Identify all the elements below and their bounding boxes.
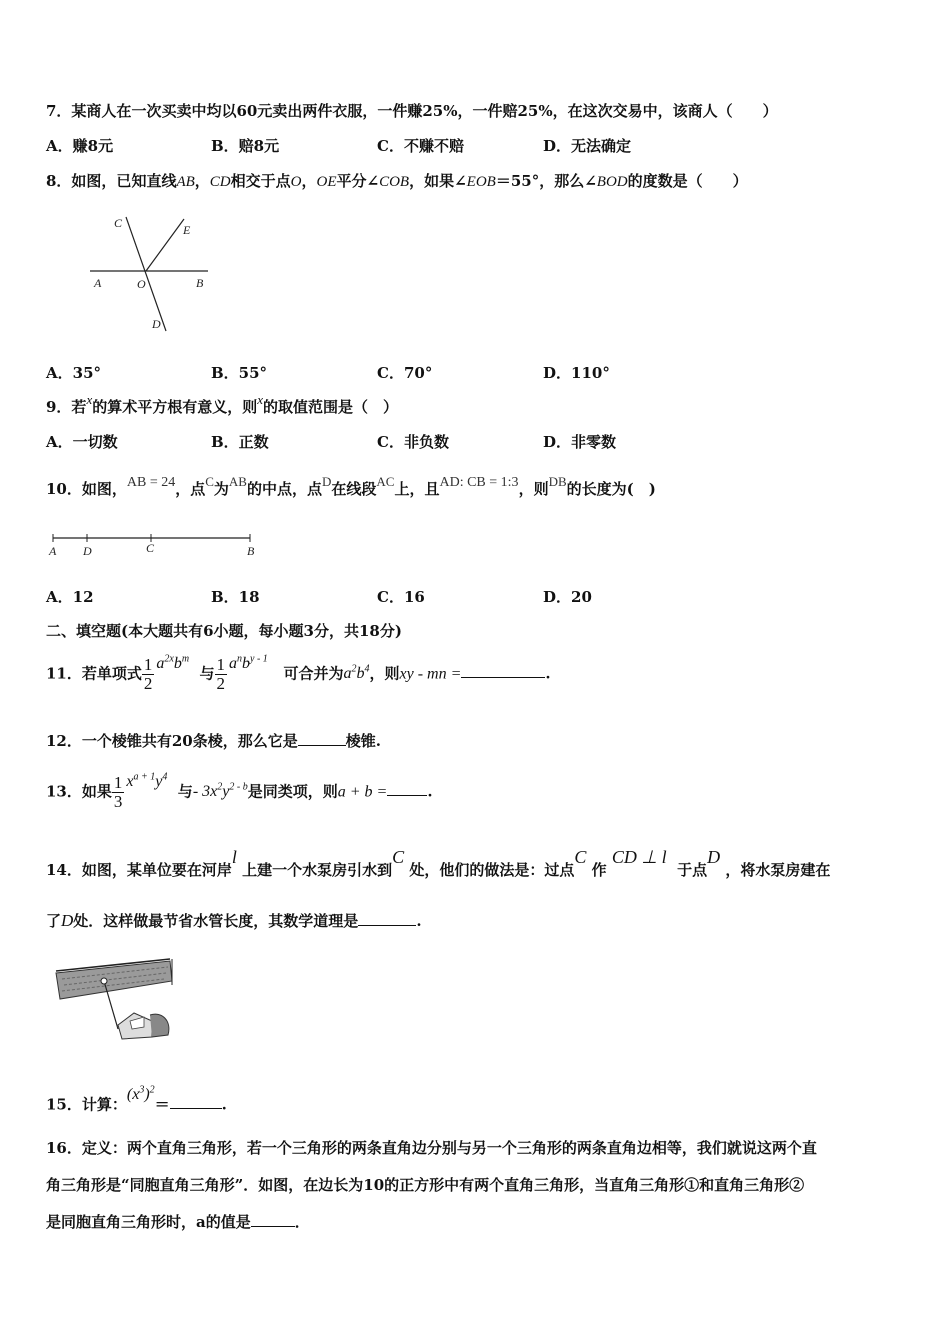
ray-oe [146,219,184,271]
answer-blank[interactable] [298,731,346,746]
question-10: 10．如图，AB = 24，点C为AB的中点，点D在线段AC上，且AD: CB = 1:3，则DB的长度为( ) [46,474,656,498]
question-15: 15．计算：$(x^3)^2=$ . [46,1085,227,1114]
question-9: 9．若x的算术平方根有意义，则x的取值范围是（ ） [46,392,399,416]
section-2-heading: 二、填空题(本大题共有6小题，每小题3分，共18分) [46,622,402,640]
label-b: B [196,276,204,290]
label-o: O [137,277,146,291]
answer-blank[interactable] [170,1094,222,1109]
q10-option-a: A．12 [46,588,94,606]
question-7-text: 7．某商人在一次买卖中均以60元卖出两件衣服，一件赚25%，一件赔25%，在这次交易中，该商人（ ） [46,102,778,120]
label-b: B [247,544,255,558]
question-14-line-2: 了D处．这样做最节省水管长度，其数学道理是 . [46,911,422,930]
q10-option-c: C．16 [377,588,425,606]
q9-option-b: B．正数 [211,433,269,451]
river-bank [56,961,172,999]
q8-option-a: A．35° [46,364,102,382]
q7-option-a: A．赚8元 [46,137,114,155]
fraction: $\frac{1}{2}$ [143,654,153,693]
label-d: D [152,317,161,331]
label-d: D [83,544,92,558]
question-16-line-2: 角三角形是“同胞直角三角形”．如图，在边长为10的正方形中有两个直角三角形，当直角三角形①和直角三角形② [46,1176,805,1194]
answer-blank[interactable] [251,1212,295,1227]
question-8: 8．如图，已知直线AB，CD相交于点O，OE平分∠COB，如果∠EOB＝55°，那么∠BOD的度数是（ ） [46,172,748,190]
question-13: 13．如果 $\frac{1}{3}$ $x^{a + 1}y^4$ 与- $3x^2y^{2 - b}$是同类项，则a + b = . [46,772,433,811]
q10-figure [46,528,266,562]
line-cd [126,217,166,331]
label-c: C [146,541,155,555]
answer-blank[interactable] [387,781,427,796]
q8-option-c: C．70° [377,364,433,382]
fraction: $\frac{1}{3}$ [113,772,123,811]
q10-option-d: D．20 [543,588,592,606]
question-16-line-3: 是同胞直角三角形时，a的值是 ． [46,1213,310,1231]
question-11: 11．若单项式 $\frac{1}{2}$ $a^{2x}b^m$ 与 $\frac{1}{2}$ $a^nb^{y - 1}$ 可合并为$a^2b^4$，则xy - mn = . [46,654,551,693]
label-a: A [94,276,102,290]
q10-option-b: B．18 [211,588,260,606]
question-16-line-1: 16．定义：两个直角三角形，若一个三角形的两条直角边分别与另一个三角形的两条直角边相等，我们就说这两个直 [46,1139,817,1157]
q8-option-d: D．110° [543,364,610,382]
q9-option-a: A．一切数 [46,433,118,451]
q7-option-c: C．不赚不赔 [377,137,464,155]
q8-figure [84,205,214,335]
question-14-line-1: 14．如图，某单位要在河岸l 上建一个水泵房引水到C 处，他们的做法是：过点C 作 CD ⊥ l 于点D ，将水泵房建在 [46,847,831,879]
fraction: $\frac{1}{2}$ [216,654,226,693]
q7-option-b: B．赔8元 [211,137,280,155]
label-e: E [183,223,191,237]
q8-option-b: B．55° [211,364,268,382]
label-a: A [49,544,57,558]
label-c: C [114,216,123,230]
question-7 [46,101,778,121]
q7-option-d: D．无法确定 [543,137,632,155]
q14-river-pump-figure [52,955,182,1047]
answer-blank[interactable] [358,911,416,926]
pump-point [101,978,107,984]
answer-blank[interactable] [461,663,545,678]
question-12: 12．一个棱锥共有20条棱，那么它是 棱锥. [46,732,381,750]
q9-option-c: C．非负数 [377,433,449,451]
q9-option-d: D．非零数 [543,433,617,451]
